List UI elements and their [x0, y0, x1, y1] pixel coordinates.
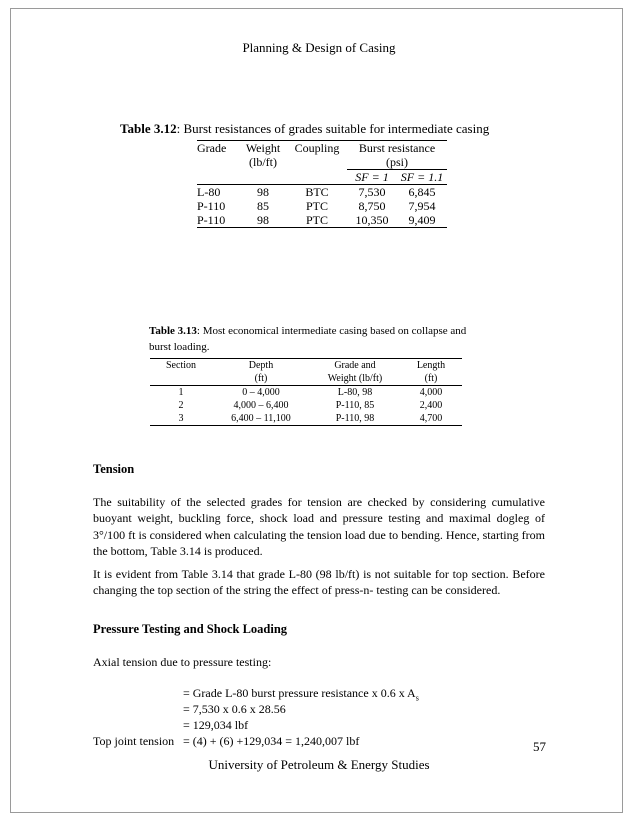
table2-caption-text: : Most economical intermediate casing based on collapse and	[196, 325, 467, 337]
table2-cell: L-80, 98	[337, 387, 373, 398]
pressure-heading: Pressure Testing and Shock Loading	[93, 622, 288, 636]
table1-cell: PTC	[305, 199, 328, 213]
table1-cell: BTC	[305, 185, 329, 199]
table2-cell: 4,000	[419, 387, 443, 398]
equation-1-text: = Grade L-80 burst pressure resistance x 0.6 x A	[183, 686, 416, 700]
table1-caption-text: : Burst resistances of grades suitable for intermediate casing	[176, 121, 490, 136]
table2-caption	[149, 325, 466, 337]
table2-unit-grade: Weight (lb/ft)	[310, 372, 400, 386]
table2-header-grade: Grade and	[310, 359, 400, 373]
table1-cell: 9,409	[397, 213, 447, 228]
table1-header-burst: Burst resistance	[347, 141, 447, 156]
table2-cell: 4,000 – 6,400	[233, 400, 289, 411]
tension-paragraph-1: The suitability of the selected grades for tension are checked by considering cumulative buoyant weight, buckling force, shock load and pressure testing and maximal dogleg of 3°/100 ft is considered when calculating the tension load due to bending. Hence, starting from the bottom, Table 3.14 is produced.	[93, 495, 545, 558]
table2	[150, 358, 462, 426]
table2-cell: 0 – 4,000	[242, 387, 280, 398]
table2-cell: 1	[178, 387, 184, 398]
table-row	[197, 199, 447, 213]
table1-cell: 10,350	[347, 213, 397, 228]
page-header: Planning & Design of Casing	[242, 40, 396, 55]
table1-cell: 98	[239, 213, 287, 228]
table2-unit-depth: (ft)	[212, 372, 310, 386]
table1-cell: 7,954	[408, 199, 436, 213]
table1-sf11: SF = 1.1	[400, 170, 444, 184]
table1-unit-weight: (lb/ft)	[249, 155, 277, 170]
tension-paragraph-2: It is evident from Table 3.14 that grade L-80 (98 lb/ft) is not suitable for top section. Before changing the top section of the string the effect of press-n- testing can be considered.	[93, 567, 545, 598]
table1	[197, 140, 447, 228]
table1-cell: 8,750	[358, 199, 386, 213]
table2-cell: 6,400 – 11,100	[212, 412, 310, 426]
table-row	[150, 412, 462, 426]
table1-caption-label: Table 3.12	[120, 121, 177, 136]
table-row	[150, 386, 462, 400]
page-footer: University of Petroleum & Energy Studies	[208, 757, 430, 772]
table1-header-weight: Weight	[239, 141, 287, 156]
table-row	[150, 399, 462, 412]
page-number: 57	[533, 739, 546, 754]
table1-cell: P-110	[197, 199, 226, 213]
table1-cell: L-80	[197, 185, 221, 199]
table-row	[197, 213, 447, 228]
equation-2: = 7,530 x 0.6 x 28.56	[183, 702, 286, 716]
table2-cell: P-110, 85	[335, 400, 375, 411]
table1-cell: P-110	[197, 213, 239, 228]
equation-1-subscript: s	[415, 693, 419, 703]
table1-sf1: SF = 1	[355, 170, 389, 184]
table1-cell: 85	[257, 199, 269, 213]
table1-header-coupling: Coupling	[287, 141, 347, 156]
table2-cell: P-110, 98	[310, 412, 400, 426]
tension-heading: Tension	[93, 462, 135, 476]
table2-cell: 4,700	[400, 412, 462, 426]
table2-cell: 3	[150, 412, 212, 426]
pressure-intro: Axial tension due to pressure testing:	[93, 655, 272, 669]
table1-cell: PTC	[287, 213, 347, 228]
table2-cell: 2	[178, 400, 184, 411]
table2-caption-label: Table 3.13	[149, 325, 197, 337]
table1-caption	[120, 121, 489, 137]
equation-3: = 129,034 lbf	[183, 718, 249, 732]
table2-header-length: Length	[400, 359, 462, 373]
table1-cell: 7,530	[358, 185, 386, 199]
table1-unit-burst: (psi)	[386, 155, 408, 169]
table1-cell: 6,845	[408, 185, 436, 199]
table1-header-grade: Grade	[197, 141, 239, 156]
table2-cell: 2,400	[419, 400, 443, 411]
table2-unit-length: (ft)	[400, 372, 462, 386]
top-joint-label: Top joint tension	[93, 734, 175, 748]
table2-header-section: Section	[150, 359, 212, 373]
table2-header-depth: Depth	[212, 359, 310, 373]
equation-4: = (4) + (6) +129,034 = 1,240,007 lbf	[183, 734, 360, 748]
table2-caption-line2: burst loading.	[149, 341, 210, 353]
table1-cell: 98	[257, 185, 269, 199]
table-row	[197, 185, 447, 200]
